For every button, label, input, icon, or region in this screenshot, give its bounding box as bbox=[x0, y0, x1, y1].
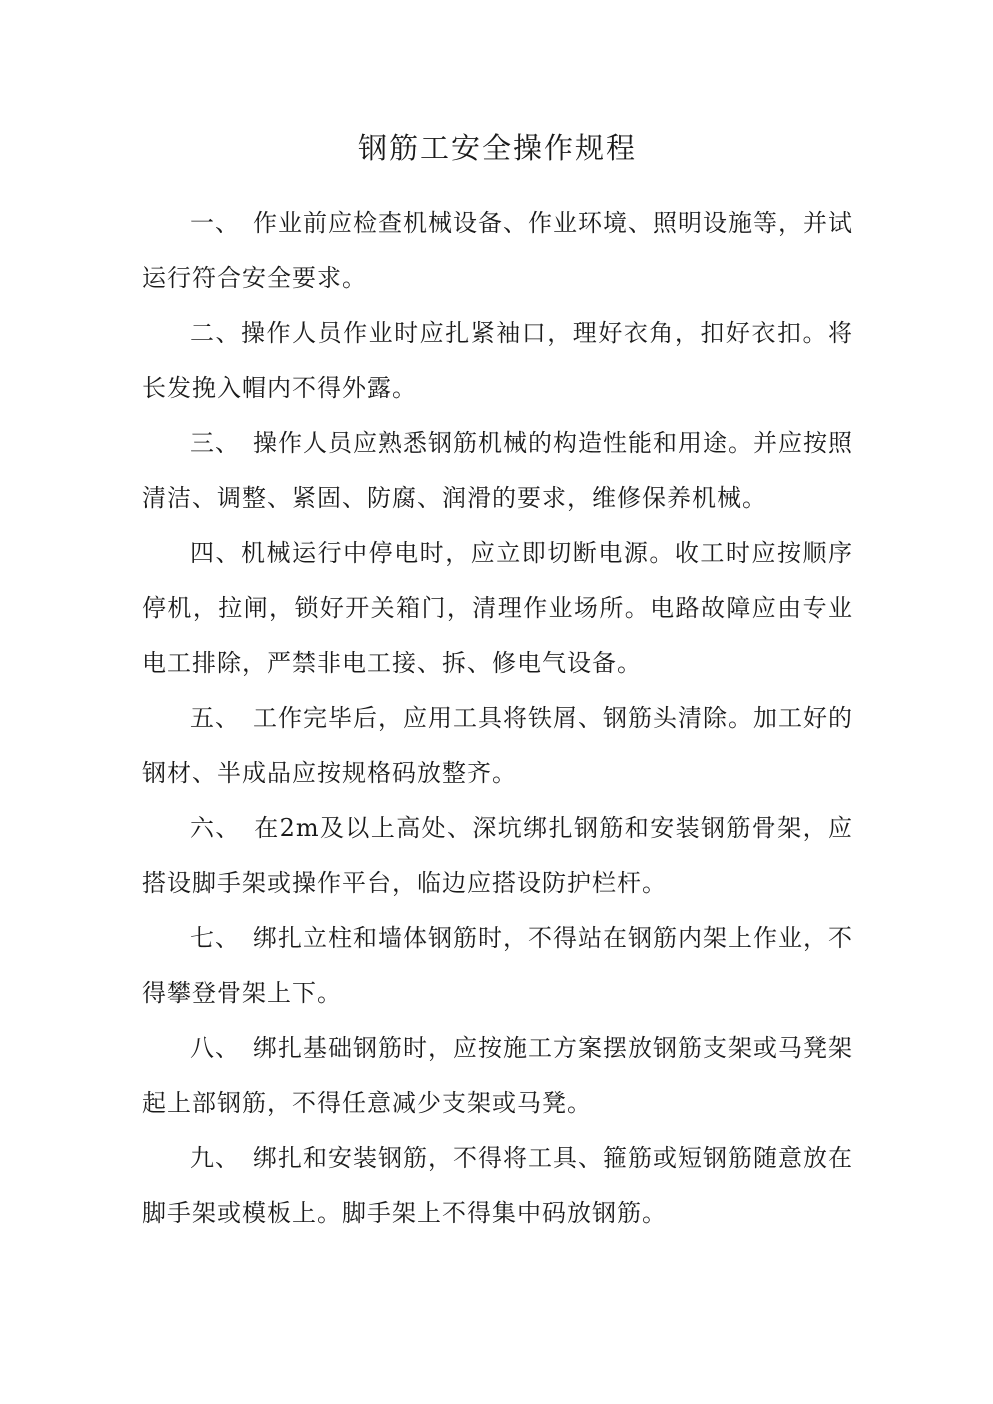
paragraph-5: 五、 工作完毕后，应用工具将铁屑、钢筋头清除。加工好的钢材、半成品应按规格码放整齐。 bbox=[142, 704, 853, 787]
paragraph-6: 六、 在2m及以上高处、深坑绑扎钢筋和安装钢筋骨架，应搭设脚手架或操作平台，临边应搭设防护栏杆。 bbox=[142, 814, 853, 897]
paragraph-4: 四、机械运行中停电时，应立即切断电源。收工时应按顺序停机，拉闸，锁好开关箱门，清理作业场所。电路故障应由专业电工排除，严禁非电工接、拆、修电气设备。 bbox=[142, 539, 853, 677]
paragraph-8: 八、 绑扎基础钢筋时，应按施工方案摆放钢筋支架或马凳架起上部钢筋，不得任意减少支架或马凳。 bbox=[142, 1034, 853, 1117]
paragraph-3: 三、 操作人员应熟悉钢筋机械的构造性能和用途。并应按照清洁、调整、紧固、防腐、润滑的要求，维修保养机械。 bbox=[142, 429, 853, 512]
paragraph-1: 一、 作业前应检查机械设备、作业环境、照明设施等，并试运行符合安全要求。 bbox=[142, 209, 853, 292]
paragraph-9: 九、 绑扎和安装钢筋，不得将工具、箍筋或短钢筋随意放在脚手架或模板上。脚手架上不得集中码放钢筋。 bbox=[142, 1144, 853, 1227]
document-title: 钢筋工安全操作规程 bbox=[357, 131, 637, 165]
paragraph-7: 七、 绑扎立柱和墙体钢筋时，不得站在钢筋内架上作业，不得攀登骨架上下。 bbox=[142, 924, 853, 1007]
paragraph-2: 二、操作人员作业时应扎紧袖口，理好衣角，扣好衣扣。将长发挽入帽内不得外露。 bbox=[142, 319, 853, 402]
